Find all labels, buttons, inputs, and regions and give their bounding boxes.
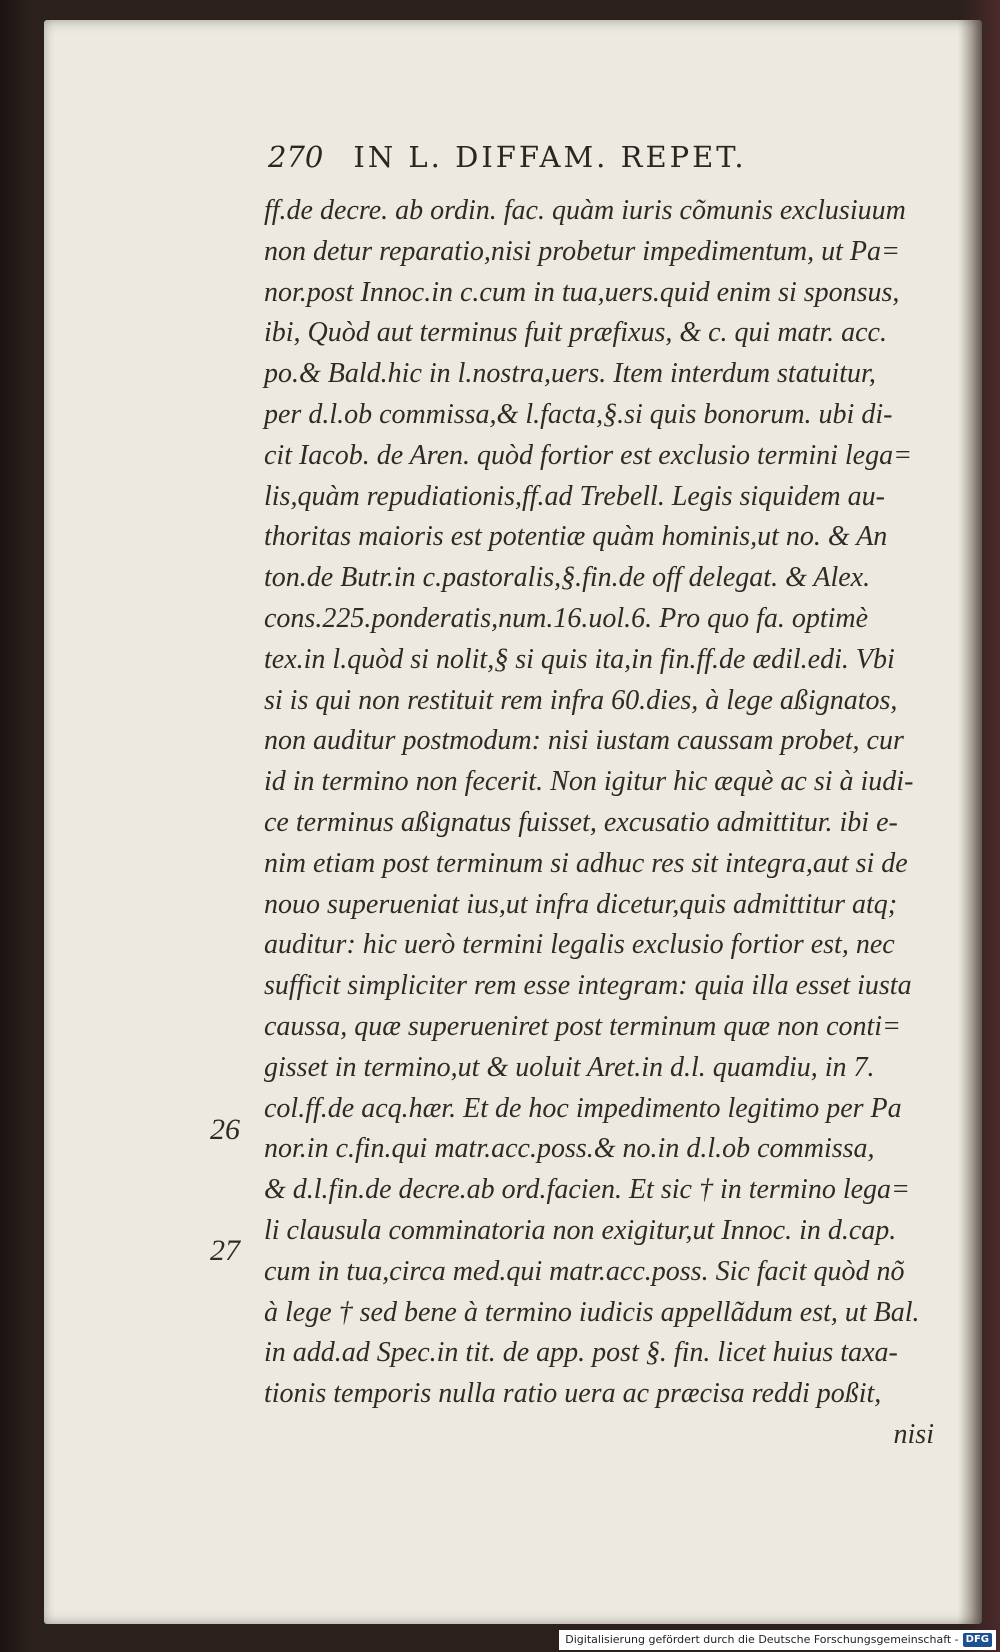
digitization-credit — [559, 1630, 996, 1650]
text-line: gisset in termino,ut & uoluit Aret.in d.l. quamdiu, in 7. — [264, 1051, 875, 1083]
text-line: po.& Bald.hic in l.nostra,uers. Item interdum statuitur, — [264, 358, 876, 390]
text-line: ff.de decre. ab ordin. fac. quàm iuris cõmunis exclusiuum — [264, 195, 906, 226]
text-line: nor.post Innoc.in c.cum in tua,uers.quid enim si sponsus, — [264, 276, 900, 308]
text-line: nor.in c.fin.qui matr.acc.poss.& no.in d.l.ob commissa, — [264, 1133, 875, 1165]
text-line: cit Iacob. de Aren. quòd fortior est exclusio termini lega= — [264, 439, 913, 471]
body-text — [264, 191, 934, 1456]
text-line: in add.ad Spec.in tit. de app. post §. fin. licet huius taxa- — [264, 1337, 898, 1369]
text-line: cons.225.ponderatis,num.16.uol.6. Pro quo fa. optimè — [264, 602, 869, 634]
text-line: & d.l.fin.de decre.ab ord.facien. Et sic † in termino lega= — [264, 1174, 910, 1206]
text-line: cum in tua,circa med.qui matr.acc.poss. Sic facit quòd nõ — [264, 1255, 905, 1287]
text-line: ton.de Butr.in c.pastoralis,§.fin.de off delegat. & Alex. — [264, 562, 871, 594]
margin-note-number: 26 — [210, 1113, 240, 1146]
text-line: col.ff.de acq.hær. Et de hoc impedimento legitimo per Pa — [264, 1092, 902, 1124]
page-gutter-shadow — [958, 20, 982, 1624]
text-line: thoritas maioris est potentiæ quàm hominis,ut no. & An — [264, 521, 888, 553]
page-header — [268, 140, 747, 174]
text-line: auditur: hic uerò termini legalis exclusio fortior est, nec — [264, 929, 895, 961]
text-line: lis,quàm repudiationis,ff.ad Trebell. Legis siquidem au- — [264, 480, 885, 512]
text-line: tionis temporis nulla ratio uera ac præcisa reddi poßit, — [264, 1378, 882, 1410]
margin-note-number: 27 — [210, 1234, 240, 1267]
text-line: caussa, quæ superueniret post terminum quæ non conti= — [264, 1010, 901, 1042]
text-line: per d.l.ob commissa,& l.facta,§.si quis bonorum. ubi di- — [264, 398, 893, 430]
page-number: 270 — [268, 140, 324, 174]
text-line: ibi, Quòd aut terminus fuit præfixus, & c. qui matr. acc. — [264, 317, 887, 349]
text-line: nim etiam post terminum si adhuc res sit integra,aut si de — [264, 847, 908, 879]
text-line: non detur reparatio,nisi probetur impedimentum, ut Pa= — [264, 235, 900, 267]
catchword: nisi — [893, 1418, 934, 1450]
text-line: si is qui non restituit rem infra 60.dies, à lege aßignatos, — [264, 684, 898, 716]
credit-text: Digitalisierung gefördert durch die Deutsche Forschungsgemeinschaft - — [565, 1633, 959, 1646]
running-title: IN L. DIFFAM. REPET. — [353, 140, 747, 174]
text-line: non auditur postmodum: nisi iustam caussam probet, cur — [264, 725, 904, 757]
text-line: nouo superueniat ius,ut infra dicetur,quis admittitur atq; — [264, 888, 898, 920]
text-line: sufficit simpliciter rem esse integram: quia illa esset iusta — [264, 970, 912, 1002]
text-line: à lege † sed bene à termino iudicis appellãdum est, ut Bal. — [264, 1296, 920, 1328]
text-line: tex.in l.quòd si nolit,§ si quis ita,in fin.ff.de ædil.edi. Vbi — [264, 643, 895, 675]
text-line: id in termino non fecerit. Non igitur hic æquè ac si à iudi- — [264, 766, 914, 798]
text-line: li clausula comminatoria non exigitur,ut Innoc. in d.cap. — [264, 1214, 897, 1246]
dfg-logo: DFG — [963, 1633, 992, 1647]
text-line: ce terminus aßignatus fuisset, excusatio admittitur. ibi e- — [264, 806, 898, 838]
